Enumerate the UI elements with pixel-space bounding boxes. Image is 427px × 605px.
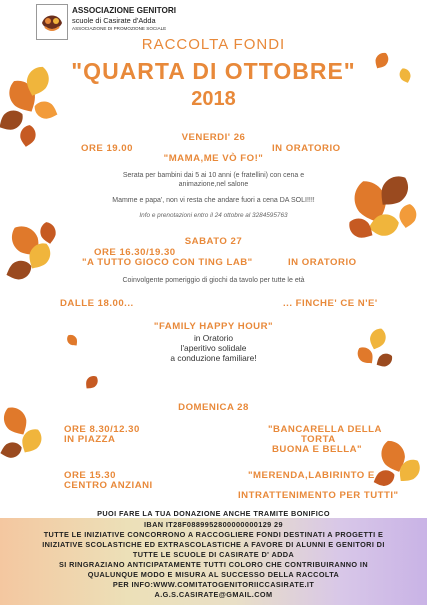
leaf-cluster-left-mid: [3, 220, 57, 284]
leaf-cluster-bottom-left: [0, 403, 46, 461]
happy-hour-line-2: l'aperitivo solidale: [180, 343, 247, 353]
footer-line-4: SI RINGRAZIANO ANTICIPATAMENTE TUTTI COLORO CHE CONTRIBUIRANNO IN: [58, 560, 369, 569]
org-subtitle: scuole di Casirate d'Adda: [72, 16, 156, 25]
leaf-cluster-top-right: [372, 50, 413, 85]
leaf-scatter-left-low: [65, 332, 101, 391]
friday-event: "MAMA,ME VÒ FO!": [163, 153, 264, 164]
friday-place: IN ORATORIO: [272, 143, 341, 154]
sunday-time-2: ORE 15.30: [64, 470, 116, 481]
leaf-cluster-bottom-right: [371, 437, 425, 489]
org-name: ASSOCIAZIONE GENITORI: [72, 6, 177, 15]
sunday-event-1c: BUONA E BELLA": [272, 444, 363, 455]
saturday-place: IN ORATORIO: [288, 257, 357, 268]
org-type: ASSOCIAZIONE DI PROMOZIONE SOCIALE: [72, 26, 167, 31]
sunday-event-2b: INTRATTENIMENTO PER TUTTI": [238, 490, 399, 501]
title-main: "QUARTA DI OTTOBRE": [71, 58, 356, 84]
happy-hour-line-1: in Oratorio: [193, 333, 234, 343]
friday-desc-2: animazione,nel salone: [178, 181, 249, 188]
donation-line: PUOI FARE LA TUA DONAZIONE ANCHE TRAMITE BONIFICO: [97, 509, 330, 518]
happy-hour-line-3: a conduzione familiare!: [170, 353, 257, 363]
footer-line-5: QUALUNQUE MODO E MISURA AL SUCCESSO DELLA RACCOLTA: [87, 570, 340, 579]
saturday-day: SABATO 27: [184, 236, 243, 247]
title-raccolta: RACCOLTA FONDI: [141, 36, 286, 53]
saturday-desc: Coinvolgente pomeriggio di giochi da tavolo per tutte le età: [122, 277, 305, 284]
footer-line-2: INIZIATIVE SCOLASTICHE ED EXTRASCOLASTICHE A FAVORE DI ALUNNI E GENITORI DI: [42, 540, 385, 549]
leaf-cluster-right-low: [354, 326, 395, 370]
footer-info-url[interactable]: PER INFO:WWW.COMITATOGENITORIICCASIRATE.IT: [112, 580, 315, 589]
sunday-time-1: ORE 8.30/12.30: [64, 424, 140, 435]
friday-desc-3: Mamme e papa', non vi resta che andare fuori a cena DA SOLI!!!!: [112, 197, 315, 204]
sunday-event-1a: "BANCARELLA DELLA: [268, 424, 382, 435]
footer-line-1: TUTTE LE INIZIATIVE CONCORRONO A RACCOGLIERE FONDI DESTINATI A PROGETTI E: [43, 530, 384, 539]
saturday-time: ORE 16.30/19.30: [94, 247, 176, 258]
footer-email[interactable]: A.G.S.CASIRATE@GMAIL.COM: [154, 590, 273, 599]
iban: IBAN IT28F0889952800000000129 29: [144, 520, 283, 529]
sunday-event-2a: "MERENDA,LABIRINTO E: [248, 470, 375, 481]
friday-day: VENERDI' 26: [181, 132, 246, 143]
title-year: 2018: [191, 88, 236, 110]
leaf-cluster-right: [345, 170, 418, 243]
friday-info: Info e prenotazioni entro il 24 ottobre al 3284595763: [139, 212, 288, 219]
sunday-event-1b: TORTA: [301, 434, 336, 445]
friday-desc-1: Serata per bambini dai 5 ai 10 anni (e fratellini) con cena e: [122, 172, 305, 179]
saturday-from: DALLE 18.00...: [60, 298, 134, 309]
footer-line-3: TUTTE LE SCUOLE DI CASIRATE D' ADDA: [132, 550, 295, 559]
sunday-place-2: CENTRO ANZIANI: [64, 480, 153, 491]
sunday-place-1: IN PIAZZA: [64, 434, 116, 445]
leaf-cluster-top-left: [0, 63, 60, 148]
saturday-event: "A TUTTO GIOCO CON TING LAB": [82, 257, 253, 268]
happy-hour-title: "FAMILY HAPPY HOUR": [153, 321, 274, 332]
friday-time: ORE 19.00: [81, 143, 133, 154]
saturday-until: ... FINCHE' CE N'E': [283, 298, 378, 309]
sunday-day: DOMENICA 28: [178, 402, 249, 413]
